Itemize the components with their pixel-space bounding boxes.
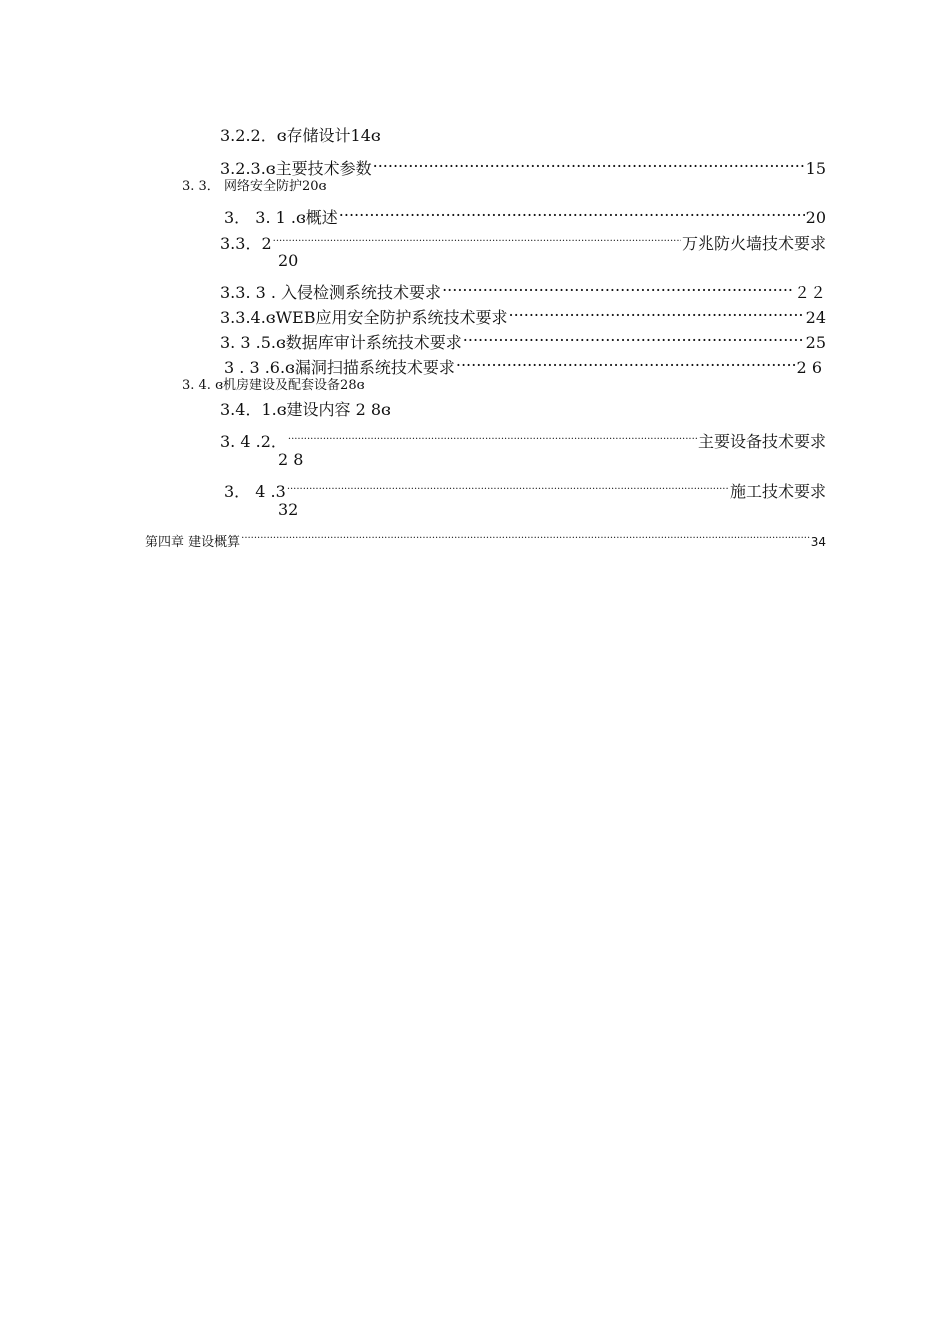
toc-entry-3-4-3[interactable] [224, 473, 826, 501]
toc-page-number: 34 [810, 535, 826, 549]
toc-entry-3-2-2[interactable] [220, 124, 381, 148]
toc-entry-3-3[interactable] [182, 175, 326, 199]
toc-entry-label: 3． 3. 1 .ɞ概述 [224, 208, 338, 227]
toc-entry-label: 第四章 建设概算 [145, 535, 241, 550]
toc-entry-chapter-4[interactable] [145, 522, 826, 550]
toc-leader-dots [456, 349, 796, 373]
toc-page-number: ２２ [793, 283, 826, 302]
toc-entry-3-4-2-page [278, 448, 303, 472]
toc-page-number: 24 [805, 308, 826, 327]
toc-entry-label: 3.3．2 [220, 234, 272, 253]
toc-leader-dots [339, 199, 805, 223]
toc-entry-3-2-3[interactable] [220, 150, 826, 178]
toc-entry-label: 3.3.4.ɞWEB应用安全防护系统技术要求 [220, 308, 508, 327]
toc-entry-3-3-5[interactable] [220, 324, 826, 352]
toc-entry-title: 万兆防火墙技术要求 [681, 234, 826, 253]
toc-entry-title: 主要设备技术要求 [697, 432, 826, 451]
toc-page-number: 15 [805, 159, 826, 178]
toc-leader-dots [288, 423, 697, 447]
toc-entry-3-4-1[interactable] [220, 398, 391, 422]
toc-entry-3-3-6[interactable] [224, 349, 822, 377]
toc-leader-dots [463, 324, 805, 348]
toc-page-number: 20 [805, 208, 826, 227]
toc-entry-3-3-3[interactable] [220, 274, 826, 302]
toc-entry-3-4[interactable] [182, 374, 365, 398]
toc-page-number: 2 6 [796, 358, 822, 377]
toc-entry-label: 3.3. 3 . 入侵检测系统技术要求 [220, 283, 442, 302]
toc-entry-3-3-2-page [278, 249, 298, 273]
toc-entry-label: 3 . 3 .6.ɞ漏洞扫描系统技术要求 [224, 358, 455, 377]
toc-page-number: 2 8 [278, 450, 304, 469]
toc-entry-label: 3.2.3.ɞ主要技术参数 [220, 159, 372, 178]
toc-leader-dots [287, 473, 729, 497]
toc-entry-text: 3. 3． 网络安全防护20ɞ [182, 179, 327, 194]
toc-leader-dots [241, 522, 810, 546]
toc-entry-text: 3.2.2．ɞ存储设计14ɞ [220, 126, 381, 145]
toc-entry-label: 3. 4 .2． [220, 432, 287, 451]
toc-page-number: 25 [805, 333, 826, 352]
toc-entry-label: 3． 4 .3 [224, 482, 286, 501]
toc-entry-3-4-2[interactable] [220, 423, 826, 451]
toc-page-number: 32 [278, 500, 299, 519]
toc-entry-text: 3. 4. ɞ机房建设及配套设备28ɞ [182, 378, 365, 393]
toc-entry-3-4-3-page [278, 498, 298, 522]
toc-leader-dots [509, 299, 805, 323]
toc-entry-3-3-1[interactable] [224, 199, 826, 227]
toc-entry-title: 施工技术要求 [729, 482, 826, 501]
toc-entry-3-3-2[interactable] [220, 225, 826, 253]
toc-leader-dots [273, 225, 681, 249]
toc-entry-label: 3. 3 .5.ɞ数据库审计系统技术要求 [220, 333, 462, 352]
toc-entry-text: 3.4．1.ɞ建设内容 2 8ɞ [220, 400, 391, 419]
toc-page-number: 20 [278, 251, 299, 270]
toc-leader-dots [373, 150, 805, 174]
toc-leader-dots [442, 274, 793, 298]
toc-entry-3-3-4[interactable] [220, 299, 826, 327]
